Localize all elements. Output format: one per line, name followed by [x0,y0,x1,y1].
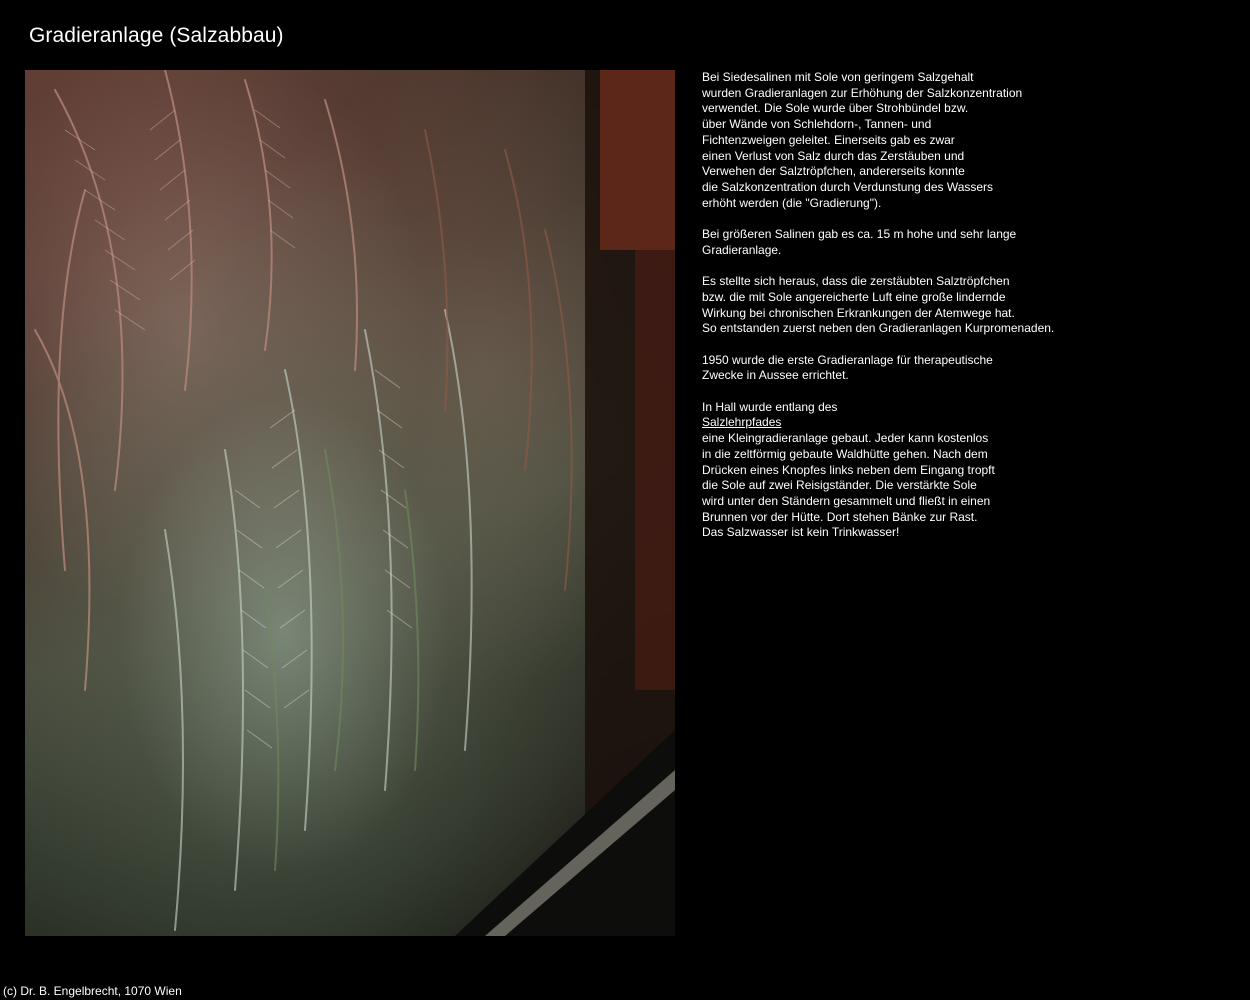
article-text [702,70,1222,557]
text-line: über Wände von Schlehdorn-, Tannen- und [702,117,932,132]
salzlehrpfad-link-line [702,415,1222,431]
text-line: die Sole auf zwei Reisigständer. Die verstärkte Sole [702,478,977,493]
paragraph-3 [702,274,1222,337]
paragraph-4 [702,353,1222,384]
text-line: erhöht werden (die "Gradierung"). [702,195,882,210]
text-line: in die zeltförmig gebaute Waldhütte gehen. Nach dem [702,446,988,461]
text-line: Fichtenzweigen geleitet. Einerseits gab es zwar [702,132,955,147]
photo-gradieranlage [25,70,675,936]
text-line: einen Verlust von Salz durch das Zerstäuben und [702,148,965,163]
text-line: Verwehen der Salztröpfchen, andererseits konnte [702,164,965,179]
text-line: die Salzkonzentration durch Verdunstung des Wassers [702,179,994,194]
paragraph-2 [702,227,1222,258]
salzlehrpfad-link[interactable]: Salzlehrpfades [702,415,782,430]
text-line: Wirkung bei chronischen Erkrankungen der Atemwege hat. [702,305,1015,320]
text-line: In Hall wurde entlang des [702,399,838,414]
text-line: 1950 wurde die erste Gradieranlage für therapeutische [702,352,993,367]
text-line: Drücken eines Knopfes links neben dem Eingang tropft [702,462,995,477]
page-title: Gradieranlage (Salzabbau) [29,24,284,47]
text-line: So entstanden zuerst neben den Gradieranlagen Kurpromenaden. [702,321,1055,336]
fir-branch-icon [25,70,675,936]
text-line: Bei größeren Salinen gab es ca. 15 m hohe und sehr lange [702,227,1017,242]
text-line: wurden Gradieranlagen zur Erhöhung der Salzkonzentration [702,85,1023,100]
text-line: Es stellte sich heraus, dass die zerstäubten Salztröpfchen [702,274,1010,289]
text-line: Zwecke in Aussee errichtet. [702,368,849,383]
text-line: Brunnen vor der Hütte. Dort stehen Bänke zur Rast. [702,509,978,524]
paragraph-1 [702,70,1222,211]
text-line: Gradieranlage. [702,242,782,257]
text-line: eine Kleingradieranlage gebaut. Jeder kann kostenlos [702,431,989,446]
text-line: Bei Siedesalinen mit Sole von geringem Salzgehalt [702,70,974,84]
text-line: Das Salzwasser ist kein Trinkwasser! [702,525,900,540]
text-line: bzw. die mit Sole angereicherte Luft eine große lindernde [702,289,1006,304]
paragraph-5 [702,400,1222,541]
text-line: verwendet. Die Sole wurde über Strohbündel bzw. [702,101,969,116]
copyright-footer: (c) Dr. B. Engelbrecht, 1070 Wien [3,984,182,998]
text-line: wird unter den Ständern gesammelt und fließt in einen [702,493,991,508]
